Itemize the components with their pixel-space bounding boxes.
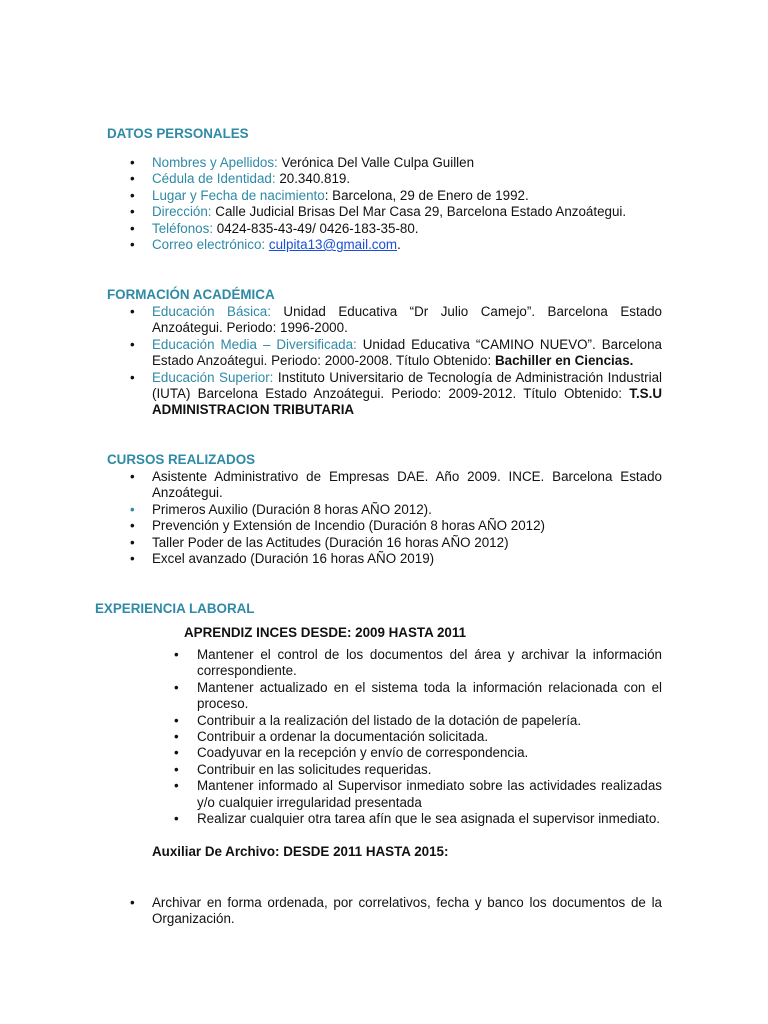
formacion-academica-list [130,304,662,419]
field-value: Calle Judicial Brisas Del Mar Casa 29, Barcelona Estado Anzoátegui. [211,204,627,220]
field-value: : Barcelona, 29 de Enero de 1992. [324,187,529,203]
field-label: Educación Superior: [152,369,274,385]
list-item [130,204,662,220]
section-heading-formacion-academica: FORMACIÓN ACADÉMICA [107,287,275,302]
list-item: • Asistente Administrativo de Empresas DAE. Año 2009. INCE. Barcelona Estado Anzoátegui. [130,469,662,502]
job-title-auxiliar-archivo: Auxiliar De Archivo: DESDE 2011 HASTA 2015: [152,844,449,859]
job2-duties-list [130,895,662,928]
list-item [130,221,662,237]
field-label: Nombres y Apellidos: [152,155,278,170]
field-label: Cédula de Identidad: [152,171,276,187]
list-item: • Realizar cualquier otra tarea afín que le sea asignada el supervisor inmediato. [174,811,662,827]
cursos-list [130,469,662,567]
field-value: Verónica Del Valle Culpa Guillen [277,155,475,170]
field-value: Unidad Educativa “CAMINO NUEVO”. Barcelona Estado Anzoátegui. Periodo: 2000-2008. Título Obtenido: [152,336,663,369]
field-label: Educación Media – Diversificada: [152,336,357,352]
list-item [130,337,662,370]
field-label: Educación Básica: [152,304,271,319]
field-value: . [397,237,401,253]
list-item [130,171,662,187]
section-heading-cursos-realizados: CURSOS REALIZADOS [107,452,256,467]
list-item: • Contribuir a ordenar la documentación solicitada. [174,729,662,745]
list-item: • Primeros Auxilio (Duración 8 horas AÑO 2012). [130,502,662,518]
list-item [130,188,662,204]
list-item [130,237,662,253]
job-title-aprendiz: APRENDIZ INCES DESDE: 2009 HASTA 2011 [184,625,467,640]
section-heading-datos-personales: DATOS PERSONALES [107,126,249,141]
list-item: • Excel avanzado (Duración 16 horas AÑO 2019) [130,551,662,567]
field-label: Lugar y Fecha de nacimiento [152,187,325,203]
email-link[interactable]: culpita13@gmail.com [268,237,398,253]
list-item: • Prevención y Extensión de Incendio (Duración 8 horas AÑO 2012) [130,518,662,534]
field-label: Dirección: [152,204,212,220]
degree-title: T.S.U ADMINISTRACION TRIBUTARIA [152,386,662,418]
datos-personales-list [130,155,662,253]
section-heading-experiencia-laboral: EXPERIENCIA LABORAL [95,601,255,616]
list-item [130,155,662,171]
field-label: Teléfonos: [152,220,214,236]
list-item: • Taller Poder de las Actitudes (Duración 16 horas AÑO 2012) [130,535,662,551]
list-item: • Contribuir en las solicitudes requeridas. [174,762,662,778]
list-item [130,304,662,337]
field-label: Correo electrónico: [152,237,266,253]
list-item: • Mantener actualizado en el sistema toda la información relacionada con el proceso. [174,680,662,713]
field-value: 0424-835-43-49/ 0426-183-35-80. [213,220,419,236]
list-item: • Mantener el control de los documentos del área y archivar la información correspondiente. [174,647,662,680]
field-value: Instituto Universitario de Tecnología de Administración Industrial (IUTA) Barcelona Estado Anzoátegui. Periodo: 2009-2012. Título Obtenido: [152,369,663,402]
degree-title: Bachiller en Ciencias. [494,353,634,369]
list-item: • Contribuir a la realización del listado de la dotación de papelería. [174,713,662,729]
list-item [130,370,662,419]
list-item: • Archivar en forma ordenada, por correlativos, fecha y banco los documentos de la Organización. [130,895,662,928]
list-item: • Coadyuvar en la recepción y envío de correspondencia. [174,745,662,761]
list-item: • Mantener informado al Supervisor inmediato sobre las actividades realizadas y/o cualquier irregularidad presentada [174,778,662,811]
job1-duties-list [174,647,662,827]
field-value: 20.340.819. [275,171,351,187]
field-value: Unidad Educativa “Dr Julio Camejo”. Barcelona Estado Anzoátegui. Periodo: 1996-2000. [152,304,663,336]
